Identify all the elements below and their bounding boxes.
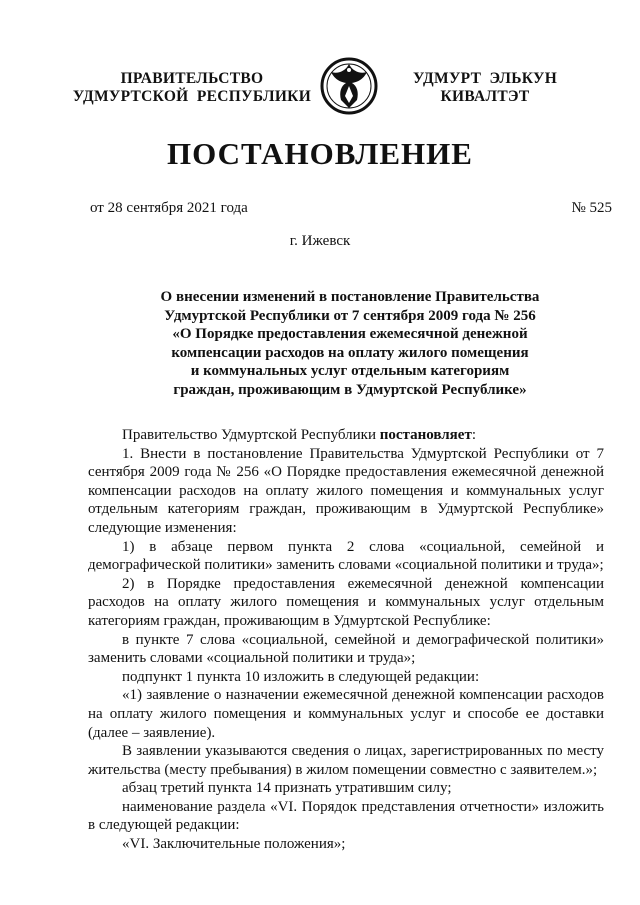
document-body (88, 426, 604, 854)
subject-line: граждан, проживающим в Удмуртской Республике» (173, 381, 527, 398)
paragraph-3: 2) в Порядке предоставления ежемесячной денежной компенсации расходов на оплату жилого помещения и коммунальных услуг отдельным категориям граждан, проживающим в Удмуртской Республике: (88, 575, 604, 629)
subject-line: «О Порядке предоставления ежемесячной денежной (172, 326, 528, 342)
intro-paragraph (88, 426, 604, 445)
header-left-block (72, 70, 312, 106)
paragraph-6: «1) заявление о назначении ежемесячной денежной компенсации расходов на оплату жилого помещения и коммунальных услуг и способе ее доставки (далее – заявление). (88, 687, 604, 741)
subject-line: компенсации расходов на оплату жилого помещения (171, 344, 529, 361)
paragraph-9: наименование раздела «VI. Порядок представления отчетности» изложить в следующей редакции: (88, 798, 604, 834)
paragraph-4: в пункте 7 слова «социальной, семейной и демографической политики» заменить словами «социальной политики и труда»; (88, 631, 604, 667)
paragraph-8: абзац третий пункта 14 признать утратившим силу; (122, 780, 452, 797)
subject-line: О внесении изменений в постановление Правительства (160, 289, 540, 305)
document-city: г. Ижевск (289, 233, 351, 249)
header-right-line1: УДМУРТ ЭЛЬКУН (412, 70, 558, 87)
document-number: № 525 (571, 200, 612, 216)
subject-line: и коммунальных услуг отдельным категориям (190, 363, 510, 379)
header-left-line2: УДМУРТСКОЙ РЕСПУБЛИКИ (72, 88, 312, 105)
paragraph-7: В заявлении указываются сведения о лицах, зарегистрированных по месту жительства (месту пребывания) в жилом помещении совместно с заявителем.»; (88, 743, 604, 778)
header-left-line1: ПРАВИТЕЛЬСТВО (120, 70, 264, 87)
intro-bold: постановляет (379, 427, 472, 443)
paragraph-1: 1. Внести в постановление Правительства Удмуртской Республики от 7 сентября 2009 года № 256 «О Порядке предоставления ежемесячной денежной компенсации расходов на оплату жилого помещения и коммунальных услуг отдельным категориям граждан, проживающим в Удмуртской Республике» следующие изменения: (88, 445, 604, 536)
document-title: ПОСТАНОВЛЕНИЕ (167, 136, 473, 171)
udmurt-coat-of-arms-icon (319, 56, 379, 116)
intro-text: Правительство Удмуртской Республики (122, 427, 380, 443)
paragraph-5: подпункт 1 пункта 10 изложить в следующей редакции: (122, 668, 480, 685)
subject-line: Удмуртской Республики от 7 сентября 2009 года № 256 (164, 307, 536, 324)
header-right-line2: КИВАЛТЭТ (440, 88, 530, 105)
header-right-block (395, 70, 575, 106)
intro-colon: : (471, 427, 476, 443)
paragraph-10: «VI. Заключительные положения»; (122, 836, 346, 853)
paragraph-2: 1) в абзаце первом пункта 2 слова «социальной, семейной и демографической политики» заменить словами «социальной политики и труда»; (88, 538, 604, 574)
document-subject (120, 288, 580, 399)
document-date: от 28 сентября 2021 года (90, 200, 248, 216)
